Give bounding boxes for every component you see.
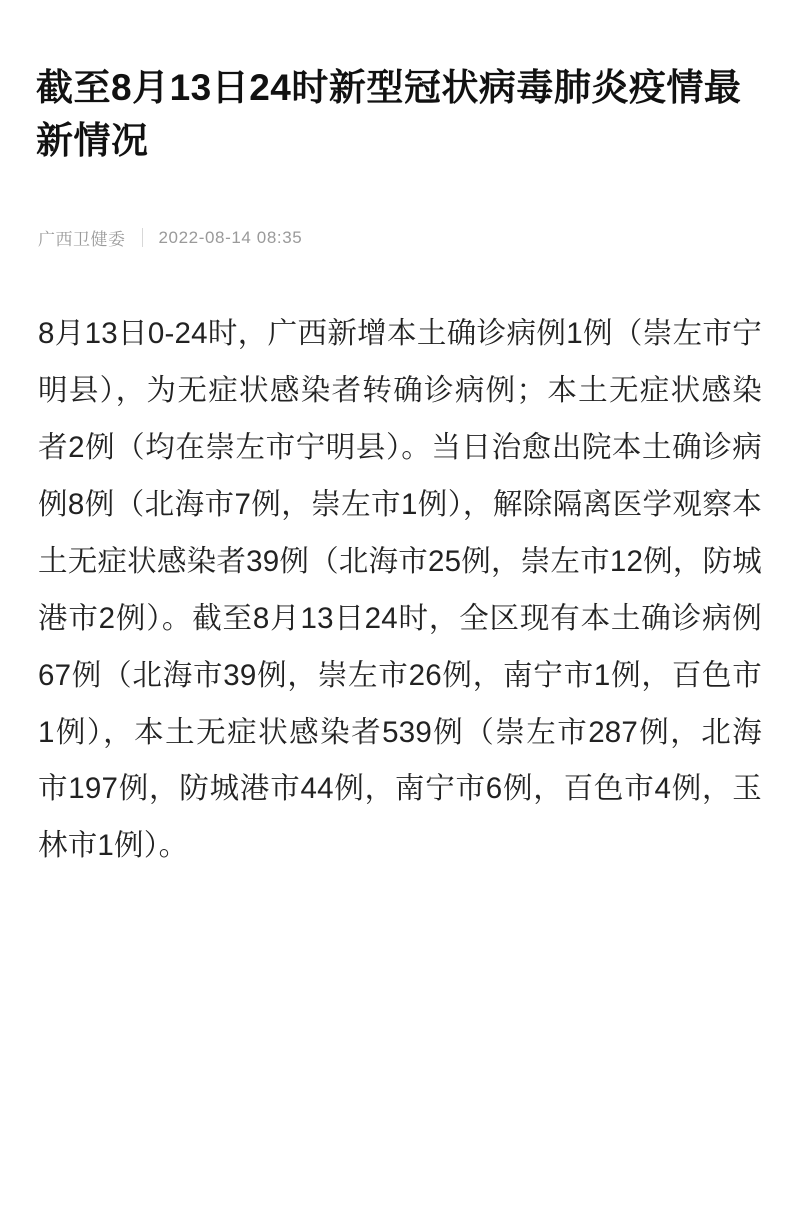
article-paragraph: 8月13日0-24时，广西新增本土确诊病例1例（崇左市宁明县），为无症状感染者转确诊病例；本土无症状感染者2例（均在崇左市宁明县）。当日治愈出院本土确诊病例8例（北海市7例，崇左市1例），解除隔离医学观察本土无症状感染者39例（北海市25例，崇左市12例，防城港市2例）。截至8月13日24时，全区现有本土确诊病例67例（北海市39例，崇左市26例，南宁市1例，百色市1例），本土无症状感染者539例（崇左市287例，北海市197例，防城港市44例，南宁市6例，百色市4例，玉林市1例）。 <box>38 317 762 863</box>
article-source: 广西卫健委 <box>38 230 126 250</box>
article-meta <box>36 225 764 250</box>
article-timestamp: 2022-08-14 08:35 <box>158 227 303 247</box>
meta-divider <box>142 228 143 247</box>
page-title: 截至8月13日24时新型冠状病毒肺炎疫情最新情况 <box>36 67 742 161</box>
article-body <box>36 306 764 915</box>
